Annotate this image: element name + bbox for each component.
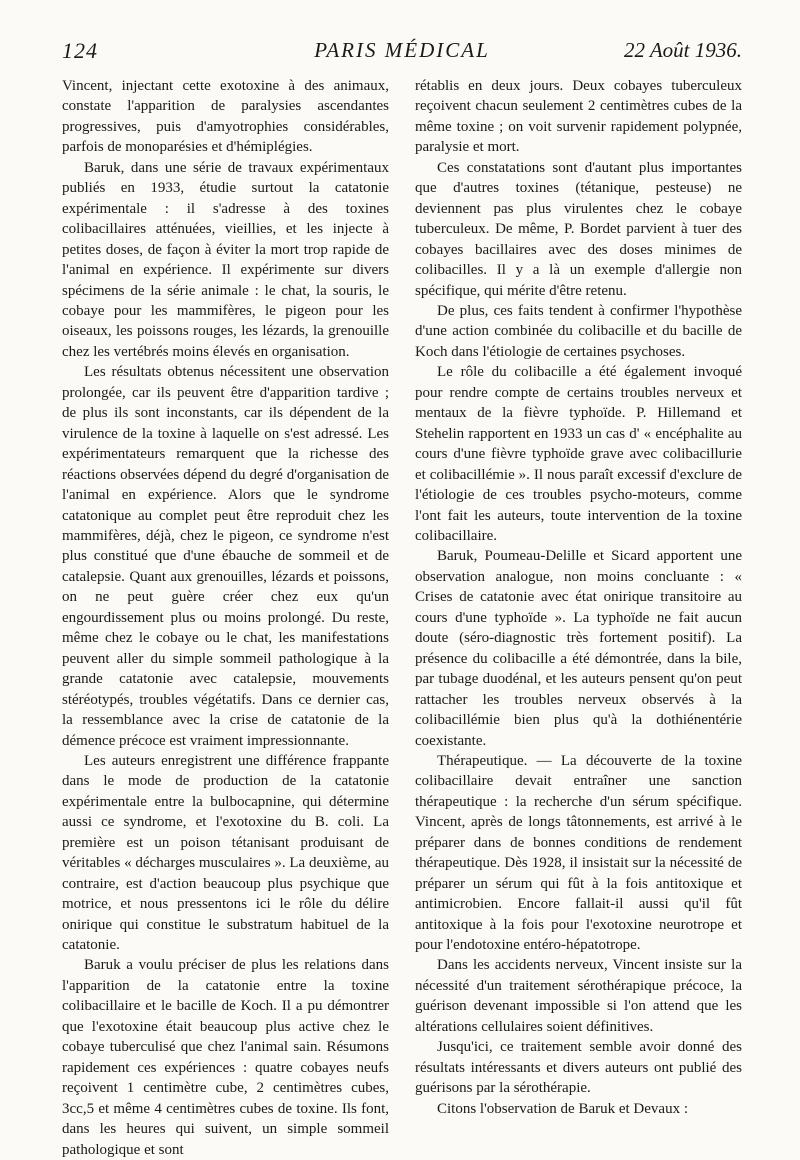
paragraph: Baruk a voulu préciser de plus les relations dans l'apparition de la catatonie entre la toxine colibacillaire et le bacille de Koch. Il a pu démontrer que l'exotoxine était beaucoup plus active chez le cobaye tuberculisé que chez l'animal sain. Résumons rapidement ces expériences : quatre cobayes neufs reçoivent 1 centimètre cube, 2 centimètres cubes, 3cc,5 et même 4 centimètres cubes de toxine. Ils font, dans les heures qui suivent, un simple sommeil pathologique et sont (62, 957, 389, 1158)
paragraph-therapeutique: Thérapeutique. — La découverte de la toxine colibacillaire devait entraîner une sanction thérapeutique : la recherche d'un sérum spécifique. Vincent, après de longs tâtonnements, est arrivé à le préparer dans de bonnes conditions de rendement thérapeutique. Dès 1928, il insistait sur la nécessité de préparer un sérum qui fût à la fois antitoxique et antimicrobien. Encore fallait-il aussi qu'il fût antitoxique à la fois pour l'exotoxine neurotrope et pour l'endotoxine entéro-hépatotrope. (415, 752, 742, 954)
running-header (62, 38, 742, 72)
right-column (415, 76, 742, 1119)
paragraph: rétablis en deux jours. Deux cobayes tuberculeux reçoivent chacun seulement 2 centimètres cubes de la même toxine ; on voit survenir rapidement polypnée, paralysie et mort. (415, 78, 742, 156)
paragraph: Citons l'observation de Baruk et Devaux : (437, 1100, 688, 1117)
paragraph: Jusqu'ici, ce traitement semble avoir donné des résultats intéressants et divers auteurs ont publié des guérisons par la sérothérapie. (415, 1039, 742, 1097)
paragraph: Les résultats obtenus nécessitent une observation prolongée, car ils peuvent être d'apparition tardive ; de plus ils sont inconstants, car ils dépendent de la virulence de la toxine à laquelle on s'est adressé. Les expérimentateurs remarquent que la richesse des réactions observées dépend du degré d'organisation de l'animal en expérience. Alors que le syndrome catatonique au complet peut être reproduit chez les mammifères, déjà, chez le pigeon, ce syndrome n'est plus constitué que d'une ébauche de sommeil et de catalepsie. Quant aux grenouilles, lézards et poissons, on ne peut guère créer chez eux qu'un engourdissement plus ou moins prolongé. Du reste, même chez le cobaye ou le chat, les manifestations peuvent aller du simple sommeil pathologique à la grande catatonie avec catalepsie, mouvements stéréotypés, troubles végétatifs. Dans ce dernier cas, la ressemblance avec la crise de catatonie de la démence précoce est vraiment impressionnante. (62, 364, 389, 749)
left-column (62, 76, 389, 1160)
paragraph: Ces constatations sont d'autant plus importantes que d'autres toxines (tétanique, pesteuse) ne deviennent pas plus virulentes chez le cobaye tuberculeux. De même, P. Bordet parvient à tuer des cobayes bacillaires avec des doses minimes de colibacilles. Il y a là un exemple d'allergie non spécifique, qui mérite d'être retenu. (415, 159, 742, 299)
paragraph: Baruk, dans une série de travaux expérimentaux publiés en 1933, étudie surtout la catatonie expérimentale : il s'adresse à des toxines colibacillaires atténuées, vieillies, et les injecte à petites doses, de façon à éviter la mort trop rapide de l'animal en expérience. Il expérimente sur divers spécimens de la série animale : le chat, la souris, le cobaye pour les mammifères, le pigeon pour les oiseaux, les poissons rouges, les lézards, la grenouille chez les vertébrés moins élevés en organisation. (62, 159, 389, 360)
issue-date: 22 Août 1936. (623, 38, 742, 62)
paragraph: Dans les accidents nerveux, Vincent insiste sur la nécessité d'un traitement sérothérapique précoce, la guérison devenant impossible si l'on attend que les altérations cellulaires soient définitives. (415, 957, 742, 1035)
page-number: 124 (62, 38, 98, 63)
paragraph: De plus, ces faits tendent à confirmer l'hypothèse d'une action combinée du colibacille et du bacille de Koch dans l'étiologie de certaines psychoses. (415, 302, 742, 360)
paragraph: Vincent, injectant cette exotoxine à des animaux, constate l'apparition de paralysies ascendantes progressives, puis d'amyotrophies considérables, parfois de monoparésies et d'hémiplégies. (62, 78, 389, 156)
paragraph: Baruk, Poumeau-Delille et Sicard apportent une observation analogue, non moins concluante : « Crises de catatonie avec état onirique transitoire au cours d'une typhoïde ». La typhoïde ne fait aucun doute (séro-diagnostic très fortement positif). La présence du colibacille a été démontrée, dans la bile, par tubage duodénal, et les auteurs pensent qu'on peut rattacher les troubles nerveux observés à la colibacillémie bien plus qu'à la dothiénentérie coexistante. (415, 548, 742, 749)
journal-title: PARIS MÉDICAL (314, 38, 490, 62)
paragraph: Le rôle du colibacille a été également invoqué pour rendre compte de certains troubles nerveux et mentaux de la fièvre typhoïde. P. Hillemand et Stehelin rapportent en 1933 un cas d' « encéphalite au cours d'une fièvre typhoïde grave avec colibacillurie et colibacillémie ». Il nous paraît excessif d'exclure de l'étiologie de ces troubles psycho-moteurs, comme l'ont fait les auteurs, toute intervention de la toxine colibacillaire. (415, 364, 742, 544)
paragraph: Les auteurs enregistrent une différence frappante dans le mode de production de la catatonie expérimentale entre la bulbocapnine, qui détermine aussi ce syndrome, et l'exotoxine du B. coli. La première est un poison tétanisant produisant de véritables « décharges musculaires ». La deuxième, au contraire, est d'action beaucoup plus psychique que motrice, et nous pressentons ici le rôle du délire onirique qui constitue le substratum habituel de la catatonie. (62, 752, 389, 954)
